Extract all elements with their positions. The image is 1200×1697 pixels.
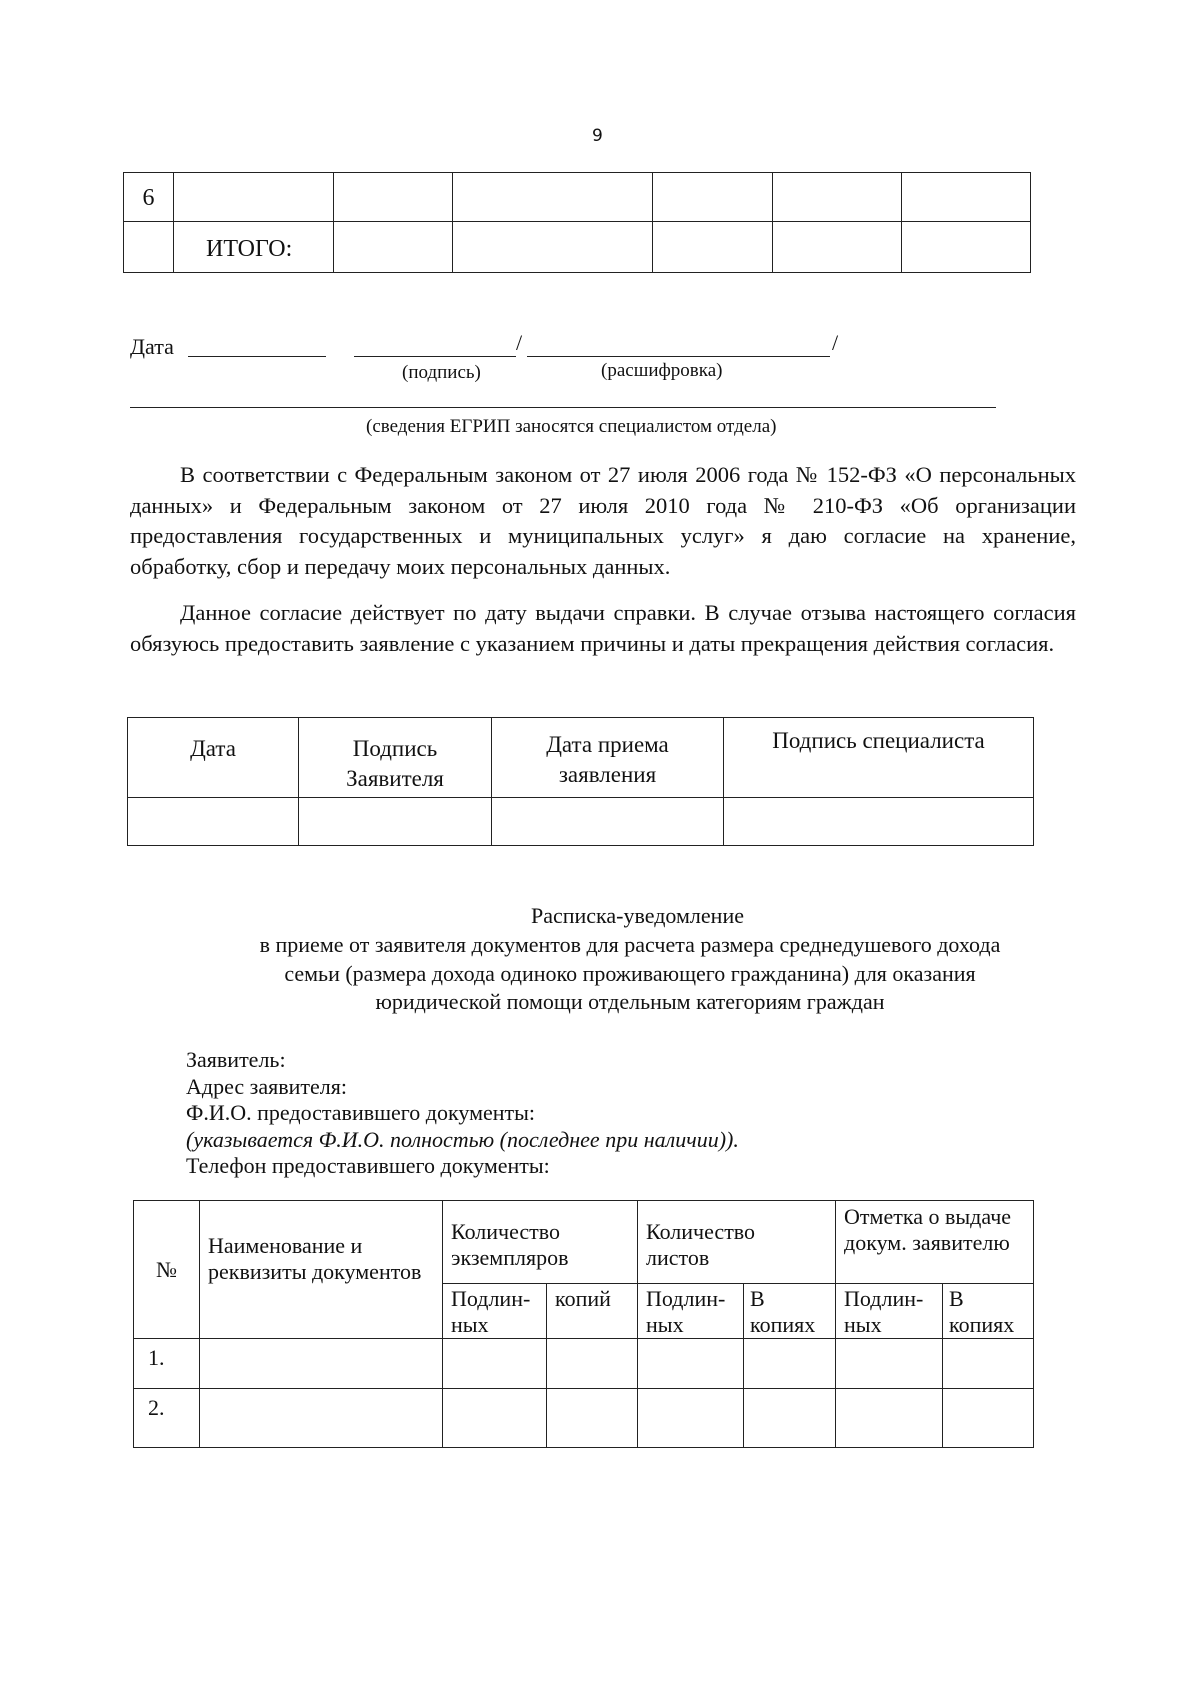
date-line[interactable] [188, 356, 326, 357]
signature-caption: (подпись) [402, 362, 481, 383]
consent-paragraph-1: В соответствии с Федеральным законом от 27 июля 2006 года № 152-ФЗ «О персональных данных» и Федеральным законом от 27 июля 2010 года № 210-ФЗ «Об организации предоставления государственных и муниципальных услуг» я даю согласие на хранение, обработку, сбор и передачу моих персональных данных. [130, 462, 1076, 579]
consent-table [127, 717, 1034, 846]
slash: / [832, 330, 839, 355]
header-copies-count: Количество экземпляров [443, 1201, 638, 1284]
receipt-title: Расписка-уведомление [530, 903, 744, 928]
specialist-signature-cell[interactable] [724, 798, 1034, 846]
header-sheets-count: Количество листов [638, 1201, 836, 1284]
egrip-line[interactable] [130, 407, 996, 408]
header-date: Дата [128, 718, 299, 798]
egrip-caption: (сведения ЕГРИП заносятся специалистом отдела) [366, 416, 777, 437]
page-number: 9 [592, 126, 603, 146]
header-document-name: Наименование и реквизиты документов [200, 1201, 443, 1339]
table-row [134, 1389, 1034, 1448]
date-label: Дата [130, 334, 174, 359]
receipt-subtitle: в приеме от заявителя документов для расчета размера среднедушевого дохода семьи (размера дохода одиноко проживающего гражданина) для оказания юридической помощи отдельным категориям граждан [259, 932, 1001, 1014]
header-issue-mark: Отметка о выдаче докум. заявителю [836, 1201, 1034, 1284]
row-number: 2. [134, 1389, 200, 1448]
phone-label: Телефон предоставившего документы: [186, 1153, 550, 1178]
header-number: № [134, 1201, 200, 1339]
signature-line[interactable] [354, 356, 516, 357]
documents-table [133, 1200, 1034, 1448]
header-specialist-signature: Подпись специалиста [724, 718, 1034, 798]
row-number: 6 [124, 173, 174, 222]
applicant-signature-cell[interactable] [299, 798, 492, 846]
sub-header: Подлин-ных [443, 1284, 547, 1339]
submitter-name-label: Ф.И.О. предоставившего документы: [186, 1100, 536, 1125]
receipt-date-cell[interactable] [492, 798, 724, 846]
table-row [134, 1339, 1034, 1389]
sub-header: копий [547, 1284, 638, 1339]
decode-caption: (расшифровка) [601, 360, 723, 381]
header-receipt-date: Дата приема заявления [492, 718, 724, 798]
date-cell[interactable] [128, 798, 299, 846]
address-label: Адрес заявителя: [186, 1073, 347, 1099]
applicant-fields [186, 1047, 739, 1180]
total-label: ИТОГО: [174, 222, 334, 273]
slash: / [516, 330, 523, 355]
header-applicant-signature: Подпись Заявителя [299, 718, 492, 798]
sub-header: Подлин-ных [638, 1284, 744, 1339]
applicant-label: Заявитель: [186, 1047, 286, 1072]
consent-paragraph-2: Данное согласие действует по дату выдачи справки. В случае отзыва настоящего согласия обязуюсь предоставить заявление с указанием причины и даты прекращения действия согласия. [130, 600, 1076, 656]
totals-table [123, 172, 1031, 273]
row-number: 1. [134, 1339, 200, 1389]
decode-line[interactable] [527, 356, 830, 357]
sub-header: В копиях [744, 1284, 836, 1339]
sub-header: В копиях [943, 1284, 1034, 1339]
submitter-name-hint: (указывается Ф.И.О. полностью (последнее при наличии)). [186, 1126, 739, 1152]
sub-header: Подлин-ных [836, 1284, 943, 1339]
